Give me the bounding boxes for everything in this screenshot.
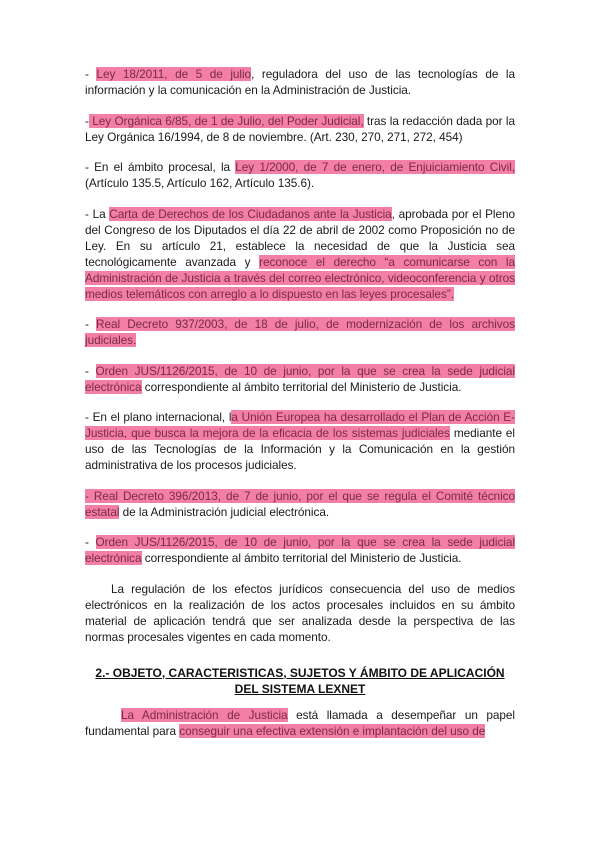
highlighted-text: Ley Orgánica 6/85, de 1 de Julio, del Poder Judicial, [88,113,364,128]
item-text: , reguladora del uso de las tecnologías de la información y la comunicación en la Administración de Justicia. [85,67,516,97]
section-heading-line: 2.- OBJETO, CARACTERISTICAS, SUJETOS Y ÁMBITO DE APLICACIÓN [95,665,505,680]
highlighted-text: Ley 18/2011, de 5 de julio [96,67,252,81]
item-text: de la Administración judicial electrónica. [119,504,330,519]
body-paragraph [85,707,515,739]
item-text: correspondiente al ámbito territorial del Ministerio de Justicia. [141,551,462,565]
list-item [85,409,515,473]
list-item [85,159,515,191]
highlighted-text: Carta de Derechos de los Ciudadanos ante la Justicia [109,206,392,221]
item-prefix: - [85,317,97,331]
highlighted-text: Orden JUS/1126/2015, de 10 de junio, por la que se crea la sede judicial electrónica [85,363,515,394]
item-text: correspondiente al ámbito territorial del Ministerio de Justicia. [141,379,462,394]
item-prefix: - La [85,206,110,221]
item-text: (Artículo 135.5, Artículo 162, Artículo 135.6). [85,176,315,190]
highlighted-text: a Unión Europea ha desarrollado el Plan de Acción E-Justicia, que busca la mejora de la eficacia de los sistemas judiciales [85,410,515,440]
item-prefix: - [85,113,89,128]
item-text: , aprobada por el Pleno del Congreso de los Diputados el día 22 de abril de 2002 como Proposición no de Ley. En su artículo 21, establece la necesidad de que la Justicia sea tecnológicamente avanzada y [85,206,515,269]
list-item [85,206,515,302]
highlighted-text: La Administración de Justicia [121,707,288,722]
list-item [85,363,515,395]
item-text: mediante el uso de las Tecnologías de la Información y la Comunicación en la gestión administrativa de los procesos judiciales. [85,426,515,472]
list-item [85,488,515,520]
highlighted-text: Ley 1/2000, de 7 de enero, de Enjuiciamiento Civil, [235,160,515,174]
section-heading-line: DEL SISTEMA LEXNET [234,681,366,696]
closing-paragraph: La regulación de los efectos jurídicos consecuencia del uso de medios electrónicos en la realización de los actos procesales incluidos en su ámbito material de aplicación tendrá que ser analizada desde la perspectiva de las normas procesales vigentes en cada momento. [85,581,515,644]
highlighted-text: - Real Decreto 396/2013, de 7 de junio, por el que se regula el Comité técnico estatal [85,488,515,519]
list-item [85,316,515,348]
item-prefix: - En el plano internacional, l [85,410,232,424]
section-heading [85,665,515,697]
item-prefix: - [85,363,96,378]
item-text: tras la redacción dada por la Ley Orgánica 16/1994, de 8 de noviembre. (Art. 230, 270, 271, 272, 454) [85,113,515,144]
item-prefix: - [85,535,96,549]
list-item [85,534,515,566]
item-prefix: - [85,67,97,81]
list-item [85,113,515,145]
highlighted-text: reconoce el derecho “a comunicarse con la Administración de Justicia a través del correo electrónico, videoconferencia y otros medios telemáticos con arreglo a lo dispuesto en las leyes procesales”. [85,254,515,301]
highlighted-text: Real Decreto 937/2003, de 18 de julio, de modernización de los archivos judiciales. [85,317,516,347]
list-item [85,66,515,98]
highlighted-text: Orden JUS/1126/2015, de 10 de junio, por la que se crea la sede judicial electrónica [85,535,515,565]
highlighted-text: conseguir una efectiva extensión e implantación del uso de [179,723,486,738]
item-prefix: - En el ámbito procesal, la [85,160,236,174]
paragraph-text: está llamada a desempeñar un papel fundamental para [85,707,515,738]
document-body [85,66,515,753]
